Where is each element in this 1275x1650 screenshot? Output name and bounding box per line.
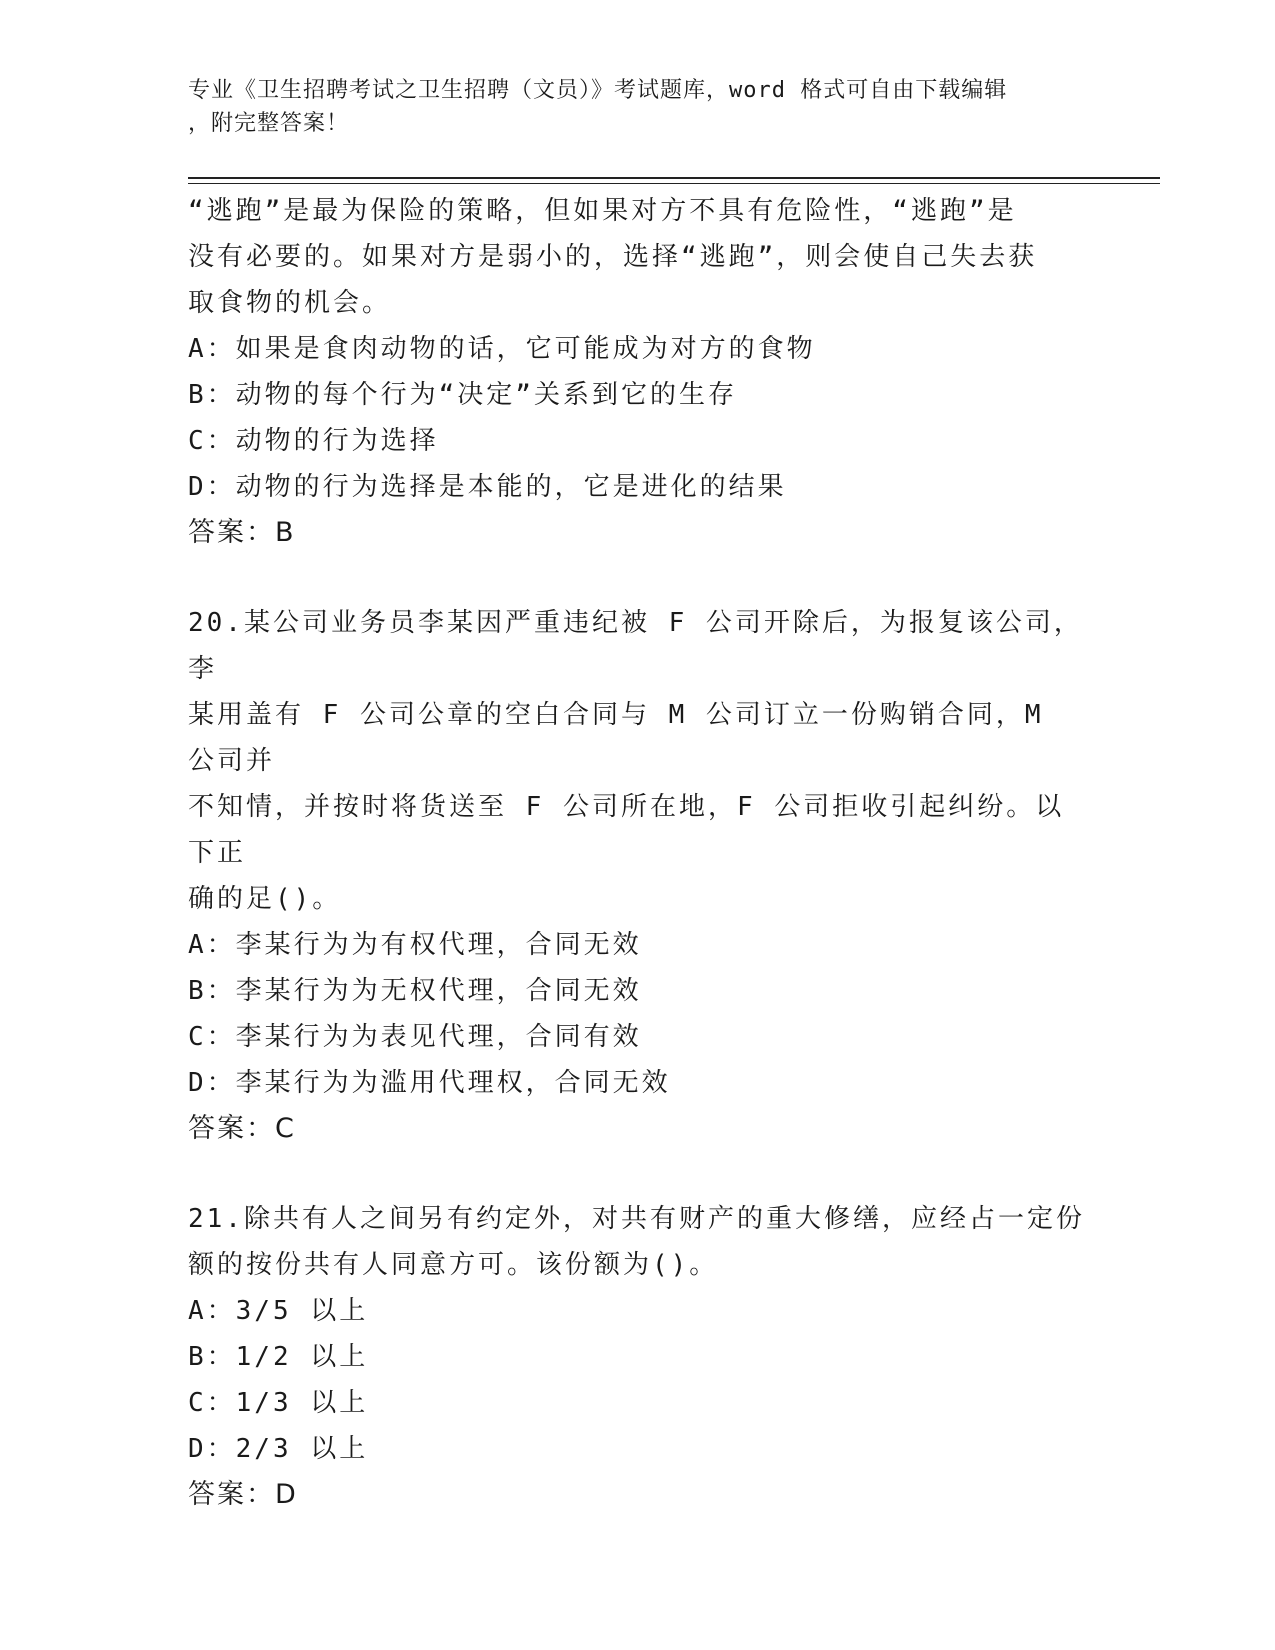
answer-line: 答案：C [188, 1113, 296, 1144]
option-a: A：如果是食肉动物的话，它可能成为对方的食物 [188, 334, 816, 364]
question-list [188, 188, 1088, 1518]
option-d: D：2/3 以上 [188, 1434, 369, 1464]
option-b: B：李某行为为无权代理，合同无效 [188, 976, 642, 1006]
header-divider-thin [188, 183, 1160, 184]
option-c: C：李某行为为表见代理，合同有效 [188, 1022, 642, 1052]
question-21 [188, 1196, 1088, 1518]
option-d: D：动物的行为选择是本能的，它是进化的结果 [188, 472, 787, 502]
document-header [188, 74, 1088, 140]
question-20 [188, 600, 1088, 1152]
answer-line: 答案：D [188, 1479, 298, 1510]
option-c: C：1/3 以上 [188, 1388, 369, 1418]
option-d: D：李某行为为滥用代理权，合同无效 [188, 1068, 671, 1098]
option-c: C：动物的行为选择 [188, 426, 439, 456]
option-a: A：李某行为为有权代理，合同无效 [188, 930, 642, 960]
question-stem-line: 21.除共有人之间另有约定外，对共有财产的重大修缮，应经占一定份 [188, 1204, 1085, 1234]
option-b: B：动物的每个行为“决定”关系到它的生存 [188, 380, 737, 410]
question-stem-line: 确的足()。 [188, 884, 342, 914]
question-stem-line: 取食物的机会。 [188, 288, 392, 318]
question-spacer [188, 556, 1088, 600]
option-a: A：3/5 以上 [188, 1296, 369, 1326]
question-spacer [188, 1152, 1088, 1196]
question-stem-line: 20.某公司业务员李某因严重违纪被 F 公司开除后，为报复该公司，李 [188, 608, 1083, 684]
option-b: B：1/2 以上 [188, 1342, 369, 1372]
question-stem-line: 不知情，并按时将货送至 F 公司所在地，F 公司拒收引起纠纷。以下正 [188, 792, 1065, 868]
header-divider-thick [188, 177, 1160, 179]
question-stem-line: 没有必要的。如果对方是弱小的，选择“逃跑”，则会使自己失去获 [188, 242, 1038, 272]
question-stem-line: 额的按份共有人同意方可。该份额为()。 [188, 1250, 719, 1280]
question-stem-line: “逃跑”是最为保险的策略，但如果对方不具有危险性，“逃跑”是 [188, 196, 1017, 226]
question-stem-line: 某用盖有 F 公司公章的空白合同与 M 公司订立一份购销合同，M 公司并 [188, 700, 1044, 776]
answer-line: 答案：B [188, 517, 296, 548]
header-line-2: ，附完整答案！ [188, 111, 350, 136]
header-line-1: 专业《卫生招聘考试之卫生招聘（文员）》考试题库，word 格式可自由下载编辑 [188, 78, 1008, 103]
question-19 [188, 188, 1088, 556]
